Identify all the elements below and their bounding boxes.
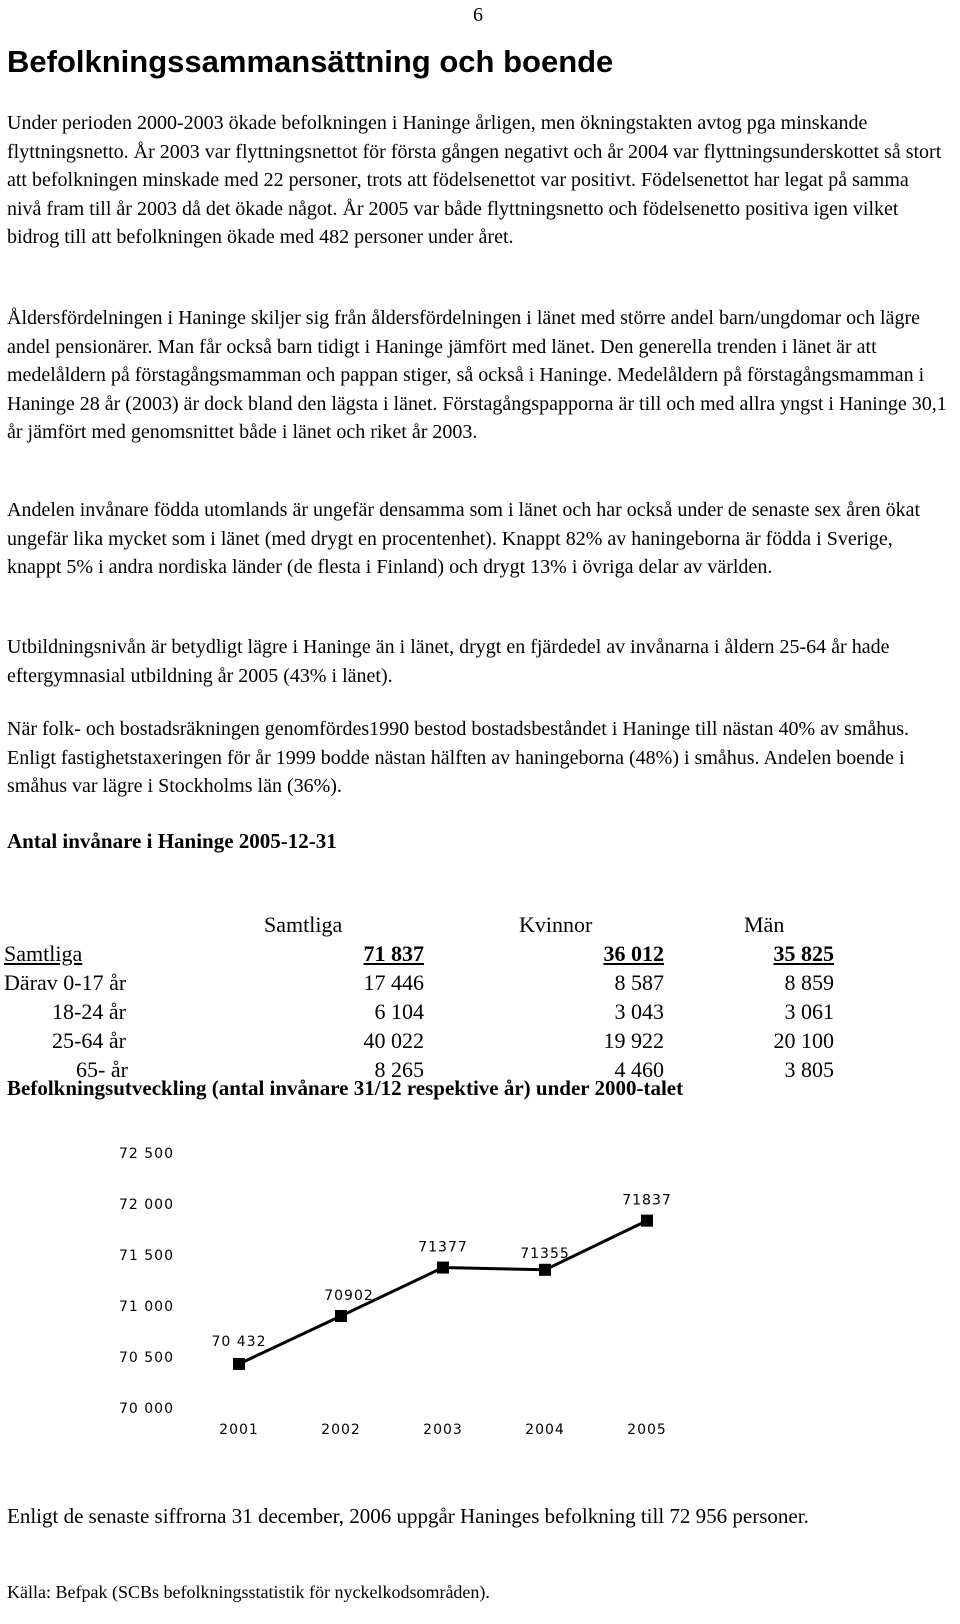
cell-value: 8 265 (374, 1056, 424, 1082)
data-label: 71355 (520, 1245, 570, 1262)
cell-value: 17 446 (363, 969, 424, 995)
paragraph-education: Utbildningsnivån är betydligt lägre i Haninge än i länet, drygt en fjärdedel av invånarna i åldern 25-64 år hade eftergymnasial utbildning år 2005 (43% i länet). (7, 636, 890, 687)
cell-value: 19 922 (603, 1027, 664, 1053)
row-label: 65- år (76, 1056, 128, 1082)
row-label: 18-24 år (52, 998, 126, 1024)
closing-note: Enligt de senaste siffrorna 31 december, 2006 uppgår Haninges befolkning till 72 956 personer. (7, 1504, 809, 1528)
source-note: Källa: Befpak (SCBs befolkningsstatistik för nyckelkodsområden). (7, 1582, 490, 1602)
table-row-total (4, 939, 854, 968)
page-number: 6 (473, 4, 483, 26)
chart-heading: Befolkningsutveckling (antal invånare 31/12 respektive år) under 2000-talet (7, 1076, 684, 1100)
cell-value: 3 805 (784, 1056, 834, 1082)
cell-value: 35 825 (773, 940, 834, 966)
population-table (4, 910, 854, 1084)
y-tick-label: 70 000 (119, 1401, 174, 1417)
x-tick-label: 2002 (321, 1422, 361, 1438)
data-point-marker (539, 1264, 551, 1276)
table-row (4, 997, 854, 1026)
table-header-cell: Män (744, 911, 785, 937)
data-label: 70 432 (211, 1333, 267, 1350)
paragraph-foreign-born: Andelen invånare födda utomlands är ungefär densamma som i länet och har också under de senaste sex åren ökat ungefär lika mycket som i länet (med drygt en procentenhet). Knappt 82% av haningeborna är födda i Sverige, knappt 5% i andra nordiska länder (de flesta i Finland) och drygt 13% i övriga delar av världen. (7, 499, 920, 578)
y-tick-label: 71 000 (119, 1299, 174, 1315)
cell-value: 8 587 (614, 969, 664, 995)
row-label: Därav 0-17 år (4, 969, 127, 995)
cell-value: 3 061 (784, 998, 834, 1024)
data-label: 71377 (418, 1239, 468, 1256)
y-tick-label: 72 000 (119, 1197, 174, 1213)
population-line-chart (0, 1140, 720, 1460)
table-header-row (4, 910, 854, 939)
data-point-marker (641, 1215, 653, 1227)
cell-value: 36 012 (603, 940, 664, 966)
cell-value: 71 837 (363, 940, 424, 966)
cell-value: 8 859 (784, 969, 834, 995)
cell-value: 3 043 (614, 998, 664, 1024)
x-tick-label: 2001 (219, 1422, 259, 1438)
y-tick-label: 70 500 (119, 1350, 174, 1366)
table-header-cell: Samtliga (264, 911, 343, 937)
row-label: Samtliga (4, 940, 83, 966)
paragraph-housing: När folk- och bostadsräkningen genomfördes1990 bestod bostadsbeståndet i Haninge till nästan 40% av småhus. Enligt fastighetstaxeringen för år 1999 bodde nästan hälften av haningeborna (48%) i småhus. Andelen boende i småhus var lägre i Stockholms län (36%). (7, 718, 910, 797)
page-title: Befolkningssammansättning och boende (7, 44, 614, 79)
x-tick-label: 2005 (627, 1422, 667, 1438)
data-point-marker (335, 1310, 347, 1322)
table-row (4, 968, 854, 997)
cell-value: 4 460 (614, 1056, 664, 1082)
row-label: 25-64 år (52, 1027, 126, 1053)
table-header-cell: Kvinnor (519, 911, 593, 937)
paragraph-age-distribution: Åldersfördelningen i Haninge skiljer sig från åldersfördelningen i länet med större andel barn/ungdomar och lägre andel pensionärer. Man får också barn tidigt i Haninge jämfört med länet. Den generella trenden i länet är att medelåldern på förstagångsmamman och pappan stiger, så också i Haninge. Medelåldern på förstagångsmamman i Haninge 28 år (2003) är dock bland den lägsta i länet. Förstagångspapporna är till och med allra yngst i Haninge 30,1 år jämfört med genomsnittet både i länet och riket år 2003. (7, 307, 947, 443)
data-point-marker (437, 1262, 449, 1274)
cell-value: 6 104 (374, 998, 424, 1024)
cell-value: 40 022 (363, 1027, 424, 1053)
table-row (4, 1026, 854, 1055)
data-label: 71837 (622, 1192, 672, 1209)
table-header-blank (4, 910, 264, 939)
paragraph-population-change: Under perioden 2000-2003 ökade befolkningen i Haninge årligen, men ökningstakten avtog pga minskande flyttningsnetto. År 2003 var flyttningsnettot för första gången negativt och år 2004 var flyttningsunderskottet så stort att befolkningen minskade med 22 personer, trots att födelsenettot var positivt. Födelsenettot har legat på samma nivå fram till år 2003 då det ökade något. År 2005 var både flyttningsnetto och födelsenetto positiva igen vilket bidrog till att befolkningen ökade med 482 personer under året. (7, 112, 942, 248)
table-heading: Antal invånare i Haninge 2005-12-31 (7, 829, 337, 853)
y-tick-label: 71 500 (119, 1248, 174, 1264)
cell-value: 20 100 (773, 1027, 834, 1053)
data-point-marker (233, 1358, 245, 1370)
x-tick-label: 2004 (525, 1422, 565, 1438)
x-tick-label: 2003 (423, 1422, 463, 1438)
data-label: 70902 (324, 1287, 374, 1304)
y-tick-label: 72 500 (119, 1146, 174, 1162)
